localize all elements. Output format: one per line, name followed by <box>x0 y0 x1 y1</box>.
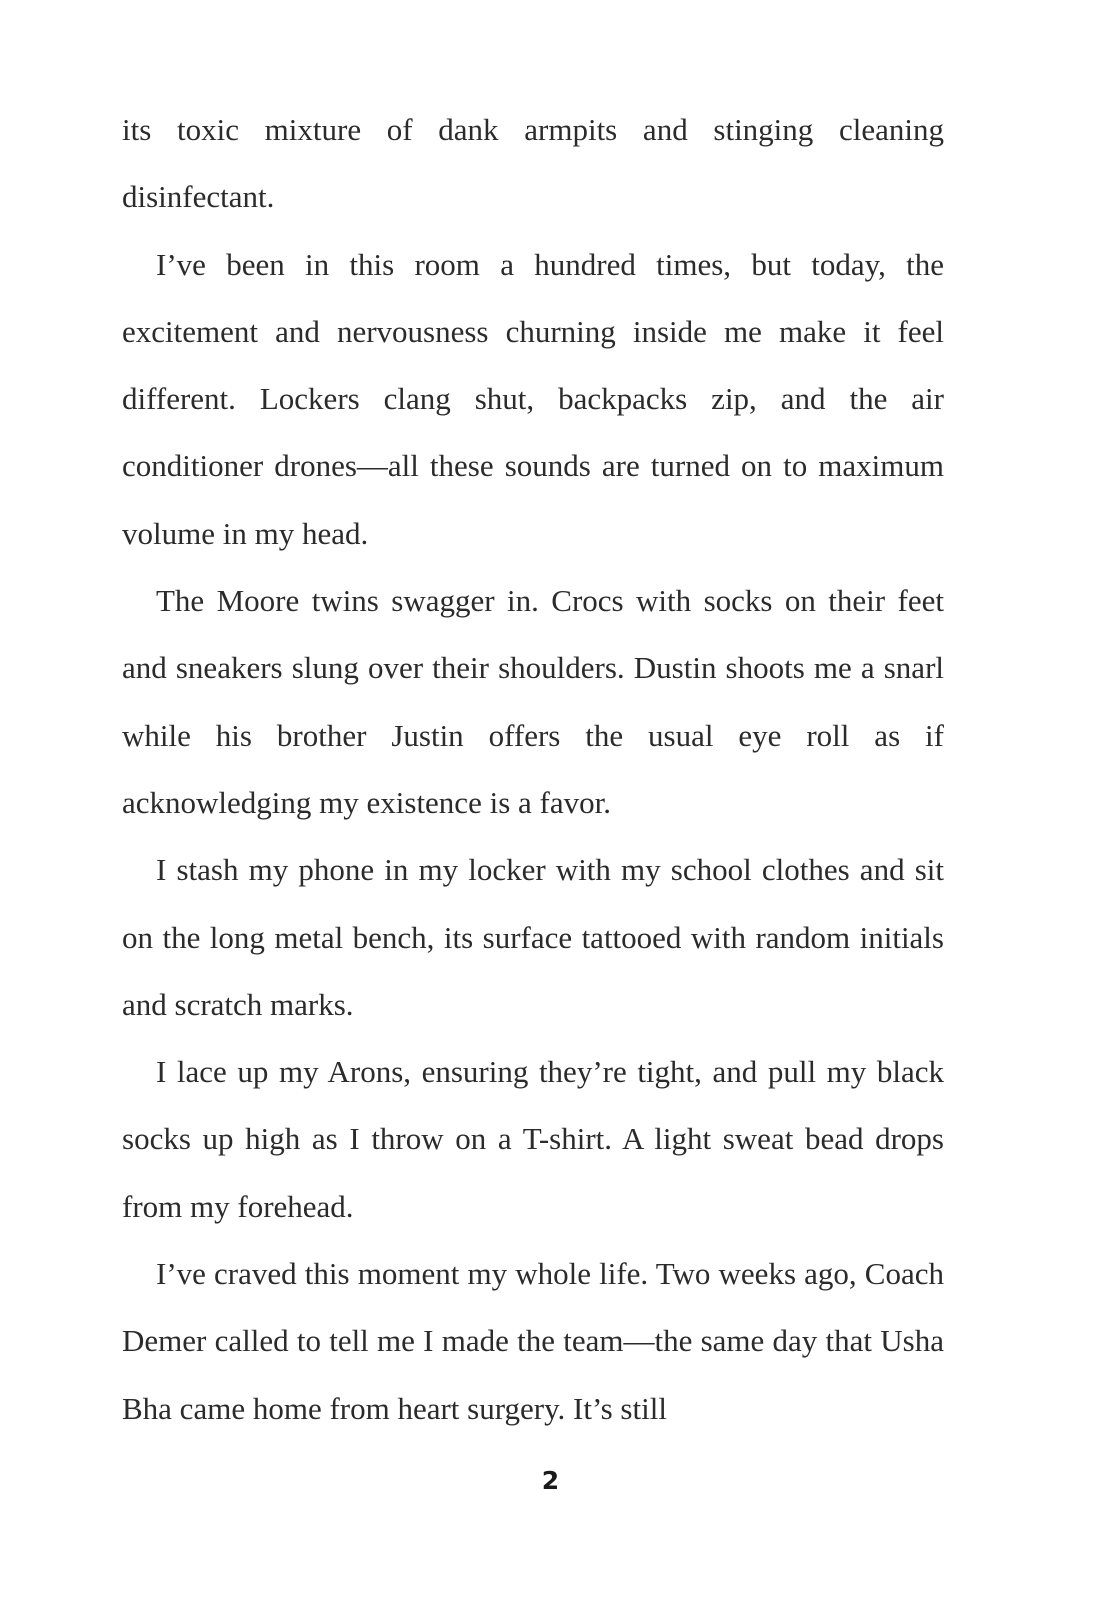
page-number: 2 <box>541 1466 560 1495</box>
paragraph-4: I stash my phone in my locker with my school clothes and sit on the long metal bench, its surface tattooed with random initials and scratch marks. <box>122 852 944 1022</box>
paragraph-3: The Moore twins swagger in. Crocs with socks on their feet and sneakers slung over their shoulders. Dustin shoots me a snarl while his brother Justin offers the usual eye roll as if acknowledging my existence is a favor. <box>122 583 944 820</box>
body-text <box>122 96 944 1442</box>
paragraph-2: I’ve been in this room a hundred times, but today, the excitement and nervousness churning inside me make it feel different. Lockers clang shut, backpacks zip, and the air conditioner drones—all these sounds are turned on to maximum volume in my head. <box>122 246 944 551</box>
paragraph-5: I lace up my Arons, ensuring they’re tight, and pull my black socks up high as I throw on a T-shirt. A light sweat bead drops from my forehead. <box>122 1054 944 1224</box>
paragraph-6: I’ve craved this moment my whole life. Two weeks ago, Coach Demer called to tell me I made the team—the same day that Usha Bha came home from heart surgery. It’s still <box>122 1256 944 1426</box>
paragraph-1: its toxic mixture of dank armpits and stinging cleaning disinfectant. <box>122 112 944 215</box>
